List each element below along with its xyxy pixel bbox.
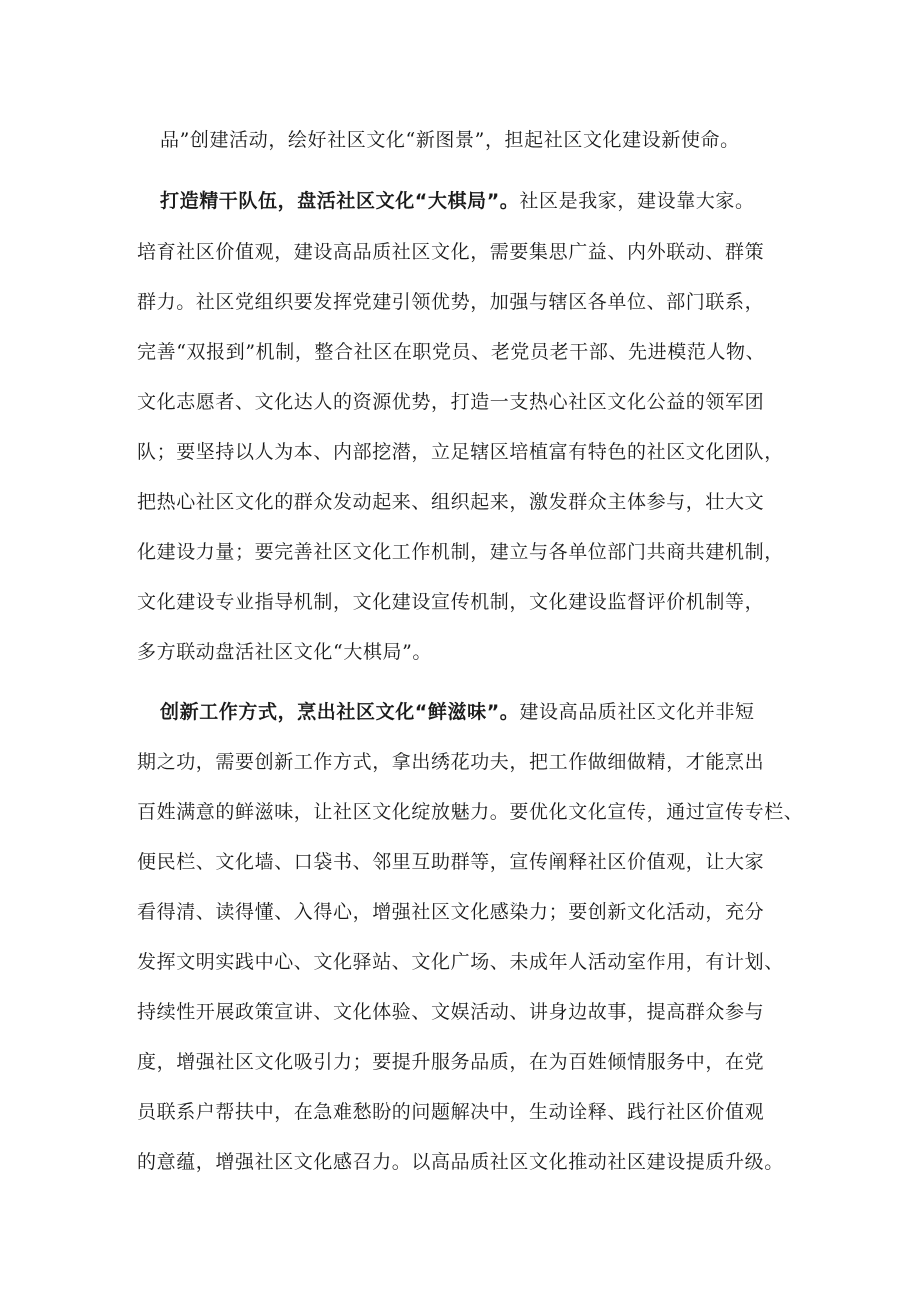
paragraph-2-heading: 创新工作方式，烹出社区文化“鲜滋味”。 <box>160 701 520 723</box>
paragraph-2-line-0: 建设高品质社区文化并非短 <box>519 701 755 723</box>
paragraph-1-line-3: 完善“双报到”机制，整合社区在职党员、老党员老干部、先进模范人物、 <box>137 341 766 363</box>
paragraph-1-line-4: 文化志愿者、文化达人的资源优势，打造一支热心社区文化公益的领军团 <box>137 391 765 413</box>
paragraph-2-line-3: 便民栏、文化墙、口袋书、邻里互助群等，宣传阐释社区价值观，让大家 <box>137 851 765 873</box>
paragraph-1-line-5: 队；要坚持以人为本、内部挖潜，立足辖区培植富有特色的社区文化团队， <box>137 441 784 463</box>
paragraph-2-first-line <box>160 700 755 724</box>
paragraph-1-line-9: 多方联动盘活社区文化“大棋局”。 <box>137 641 433 663</box>
paragraph-2-line-8: 员联系户帮扶中，在急难愁盼的问题解决中，生动诠释、践行社区价值观 <box>137 1101 765 1123</box>
paragraph-2-line-1: 期之功，需要创新工作方式，拿出绣花功夫，把工作做细做精，才能烹出 <box>137 751 765 773</box>
paragraph-2-line-6: 持续性开展政策宣讲、文化体验、文娱活动、讲身边故事，提高群众参与 <box>137 1001 765 1023</box>
paragraph-1-line-7: 化建设力量；要完善社区文化工作机制，建立与各单位部门共商共建机制， <box>137 541 784 563</box>
paragraph-1-line-0: 社区是我家，建设靠大家。 <box>519 190 755 212</box>
continuation-line: 品”创建活动，绘好社区文化“新图景”，担起社区文化建设新使命。 <box>160 129 740 151</box>
paragraph-1-heading: 打造精干队伍，盘活社区文化“大棋局”。 <box>160 190 520 212</box>
paragraph-1-line-8: 文化建设专业指导机制，文化建设宣传机制，文化建设监督评价机制等， <box>137 591 765 613</box>
paragraph-1-line-2: 群力。社区党组织要发挥党建引领优势，加强与辖区各单位、部门联系， <box>137 291 765 313</box>
paragraph-2-line-7: 度，增强社区文化吸引力；要提升服务品质，在为百姓倾情服务中，在党 <box>137 1051 765 1073</box>
paragraph-2-line-5: 发挥文明实践中心、文化驿站、文化广场、未成年人活动室作用，有计划、 <box>137 951 784 973</box>
paragraph-2-line-4: 看得清、读得懂、入得心，增强社区文化感染力；要创新文化活动，充分 <box>137 901 765 923</box>
paragraph-2-line-2: 百姓满意的鲜滋味，让社区文化绽放魅力。要优化文化宣传，通过宣传专栏、 <box>137 801 804 823</box>
paragraph-1-first-line <box>160 189 755 213</box>
paragraph-2-line-9: 的意蕴，增强社区文化感召力。以高品质社区文化推动社区建设提质升级。 <box>137 1151 784 1173</box>
paragraph-1-line-1: 培育社区价值观，建设高品质社区文化，需要集思广益、内外联动、群策 <box>137 241 765 263</box>
paragraph-1-line-6: 把热心社区文化的群众发动起来、组织起来，激发群众主体参与，壮大文 <box>137 491 765 513</box>
